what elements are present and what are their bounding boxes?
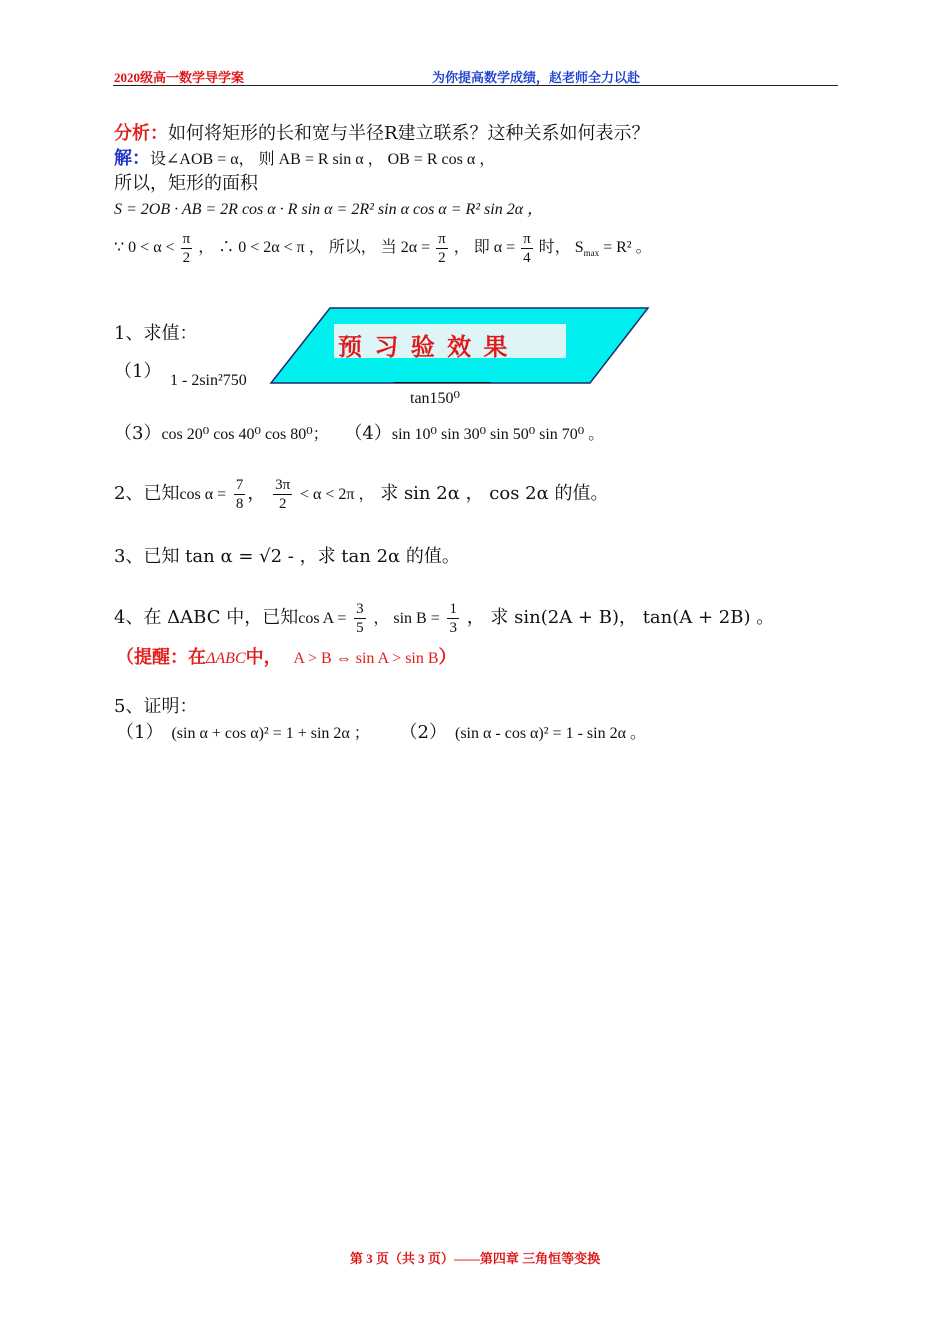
- cond-mid2: ， 即 α =: [453, 239, 516, 256]
- p4-hint-abc: ΔABC: [206, 650, 246, 667]
- p4-sinB: ， sin B =: [373, 610, 440, 627]
- cond-frac-pi-2: $\frac{\pi}{2}$: [182, 230, 191, 266]
- p5-1-expr: (sin α + cos α)² = 1 + sin 2α ；: [171, 725, 370, 742]
- p2-ask: 求 sin 2α ， cos 2α 的值。: [380, 483, 609, 504]
- page-footer: 第 3 页（共 3 页）——第四章 三角恒等变换: [349, 1251, 601, 1266]
- p2-comma: ，: [247, 483, 266, 504]
- p1-1-expr: 1 - 2sin²750: [170, 372, 247, 389]
- cond-frac-pi-2b: $\frac{\pi}{2}$: [438, 230, 446, 266]
- analysis-question: 如何将矩形的长和宽与半径R建立联系？这种关系如何表示？: [168, 123, 650, 144]
- p2-frac: $\frac{7}{8}$: [235, 476, 244, 512]
- p2-prefix: 2、已知: [114, 483, 180, 504]
- p5-title: 5、证明：: [114, 696, 198, 717]
- cond-frac-pi-4: $\frac{\pi}{4}$: [523, 230, 531, 266]
- p4-hint-mid: 中，: [245, 647, 282, 668]
- p2-range-frac: $\frac{3\pi}{2}$: [275, 476, 291, 512]
- p4-fracA: $\frac{3}{5}$: [356, 600, 364, 636]
- p4-ask: ， 求 sin(2A + B)， tan(A + 2B) 。: [466, 607, 775, 628]
- cond-prefix: ∵ 0 < α <: [114, 239, 175, 256]
- area-formula: S = 2OB · AB = 2R cos α · R sin α = 2R² sin α cos α = R² sin 2α ，: [114, 201, 544, 218]
- header-right-slogan: 为你提高数学成绩，赵老师全力以赴: [432, 70, 641, 85]
- condition-line: [114, 228, 652, 273]
- solution-label: 解：: [114, 148, 150, 169]
- p1-4-label: （4）: [344, 423, 392, 444]
- p4-cosA: cos A =: [298, 610, 347, 627]
- cond-end: 时， S: [538, 239, 584, 256]
- solution-line: [114, 147, 495, 172]
- p5-2-label: （2）: [399, 722, 447, 743]
- p1-3-4-line: [114, 422, 604, 447]
- p1-1-label: （1）: [114, 361, 162, 382]
- p4-prefix: 4、在 ΔABC 中，已知: [114, 607, 299, 628]
- p2-range-tail: < α < 2π ，: [299, 486, 375, 503]
- p5-2-expr: (sin α - cos α)² = 1 - sin 2α 。: [455, 725, 646, 742]
- p1-4-expr: sin 10⁰ sin 30⁰ sin 50⁰ sin 70⁰ 。: [391, 426, 605, 443]
- p4-hint-close: ）: [438, 647, 457, 668]
- p5-line: [116, 721, 646, 746]
- p4-hint-expr: A > B ⇔ sin A > sin B: [293, 650, 439, 667]
- cond-max: max: [583, 248, 600, 259]
- p4-hint: [116, 646, 457, 671]
- banner-title: 预 习 验 效 果: [338, 332, 510, 361]
- p2-line: [114, 474, 609, 515]
- p1-3-label: （3）: [114, 423, 162, 444]
- p1-title: 1、求值：: [114, 323, 198, 344]
- analysis-label: 分析：: [114, 123, 168, 144]
- area-intro: 所以，矩形的面积: [114, 173, 258, 194]
- p1-2-expr: tan150⁰: [410, 390, 460, 407]
- p5-1-label: （1）: [116, 722, 164, 743]
- p3-line: 3、已知 tan α = √2 - ，求 tan 2α 的值。: [114, 546, 460, 567]
- solution-expr: 设∠AOB = α， 则 AB = R sin α ， OB = R cos α ，: [150, 151, 496, 168]
- p4-fracB: $\frac{1}{3}$: [449, 600, 457, 636]
- p4-hint-open: （提醒：在: [116, 647, 206, 668]
- p1-2-fraction-bar: [394, 382, 490, 383]
- header-rule: [113, 85, 838, 86]
- p4-line: [114, 598, 774, 639]
- analysis-line: [114, 122, 650, 146]
- p2-cos: cos α =: [179, 486, 227, 503]
- header-left-title: 2020级高一数学导学案: [114, 70, 245, 85]
- p1-3-expr: cos 20⁰ cos 40⁰ cos 80⁰；: [161, 426, 329, 443]
- cond-mid: ， ∴ 0 < 2α < π ， 所以， 当 2α =: [198, 239, 431, 256]
- cond-tail: = R² 。: [603, 239, 652, 256]
